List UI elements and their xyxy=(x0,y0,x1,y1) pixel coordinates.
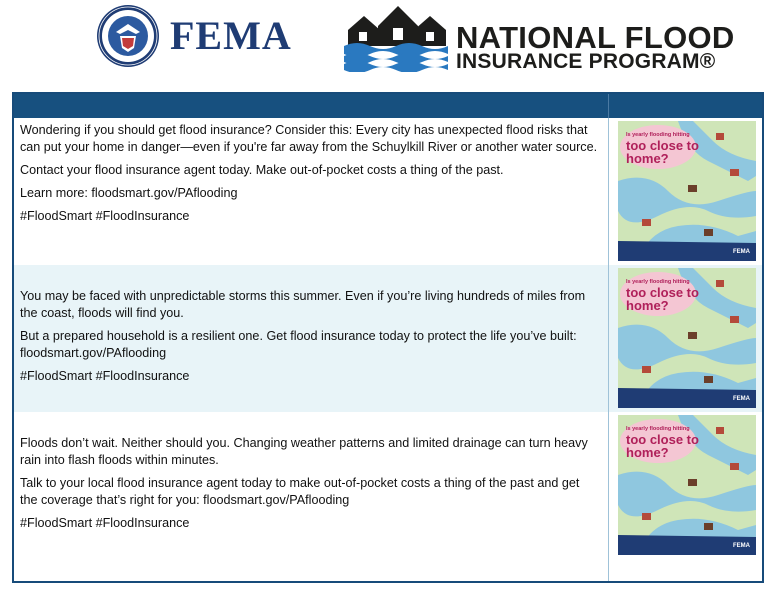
post-hashtags: #FloodSmart #FloodInsurance xyxy=(20,209,190,223)
nfip-title-line2: INSURANCE PROGRAM® xyxy=(456,50,716,73)
post-text-cell xyxy=(20,435,600,538)
page-header xyxy=(0,0,767,88)
post-text-cell xyxy=(20,122,600,231)
graphic-brand: FEMA xyxy=(733,396,750,402)
house-flood-icon xyxy=(344,2,448,72)
flood-graphic-thumbnail[interactable] xyxy=(618,268,756,408)
header-divider xyxy=(608,94,609,118)
graphic-small-text: Is yearly flooding hitting xyxy=(626,132,690,138)
graphic-brand: FEMA xyxy=(733,249,750,255)
table-row xyxy=(14,265,762,412)
column-divider xyxy=(608,118,609,581)
dhs-seal-icon xyxy=(96,4,160,68)
graphic-brand: FEMA xyxy=(733,543,750,549)
fema-logo xyxy=(96,4,292,70)
graphic-small-text: Is yearly flooding hitting xyxy=(626,279,690,285)
fema-wordmark: FEMA xyxy=(170,13,292,58)
flood-graphic-thumbnail[interactable] xyxy=(618,121,756,261)
graphic-headline: too close to home? xyxy=(626,138,699,166)
flood-graphic-thumbnail[interactable] xyxy=(618,415,756,555)
post-paragraph: Talk to your local flood insurance agent today to make out-of-pocket costs a thing of the past and get the coverage that’s right for you: floodsmart.gov/PAflooding xyxy=(20,476,580,507)
post-hashtags: #FloodSmart #FloodInsurance xyxy=(20,516,190,530)
post-paragraph: Floods don’t wait. Neither should you. Changing weather patterns and limited drainage can turn heavy rain into flash floods within minutes. xyxy=(20,436,588,467)
post-paragraph: You may be faced with unpredictable storms this summer. Even if you’re living hundreds of miles from the coast, floods will find you. xyxy=(20,289,586,320)
post-paragraph: Wondering if you should get flood insurance? Consider this: Every city has unexpected flood risks that can put your home in danger—even if you're far away from the Schuylkill River or another water source. xyxy=(20,123,598,154)
graphic-headline: too close to home? xyxy=(626,285,699,313)
post-hashtags: #FloodSmart #FloodInsurance xyxy=(20,369,190,383)
table-row xyxy=(14,412,762,581)
social-posts-table xyxy=(12,92,764,583)
graphic-small-text: Is yearly flooding hitting xyxy=(626,426,690,432)
table-header-bar xyxy=(14,94,762,118)
post-paragraph: But a prepared household is a resilient one. Get flood insurance today to protect the life you’ve built: floodsmart.gov/PAflooding xyxy=(20,329,577,360)
nfip-logo xyxy=(344,2,735,74)
post-text-cell xyxy=(20,288,600,391)
post-link-line: Learn more: floodsmart.gov/PAflooding xyxy=(20,186,238,200)
table-row xyxy=(14,118,762,265)
nfip-title-line1: NATIONAL FLOOD xyxy=(456,20,735,55)
graphic-headline: too close to home? xyxy=(626,432,699,460)
post-paragraph: Contact your flood insurance agent today. Make out-of-pocket costs a thing of the past. xyxy=(20,163,504,177)
